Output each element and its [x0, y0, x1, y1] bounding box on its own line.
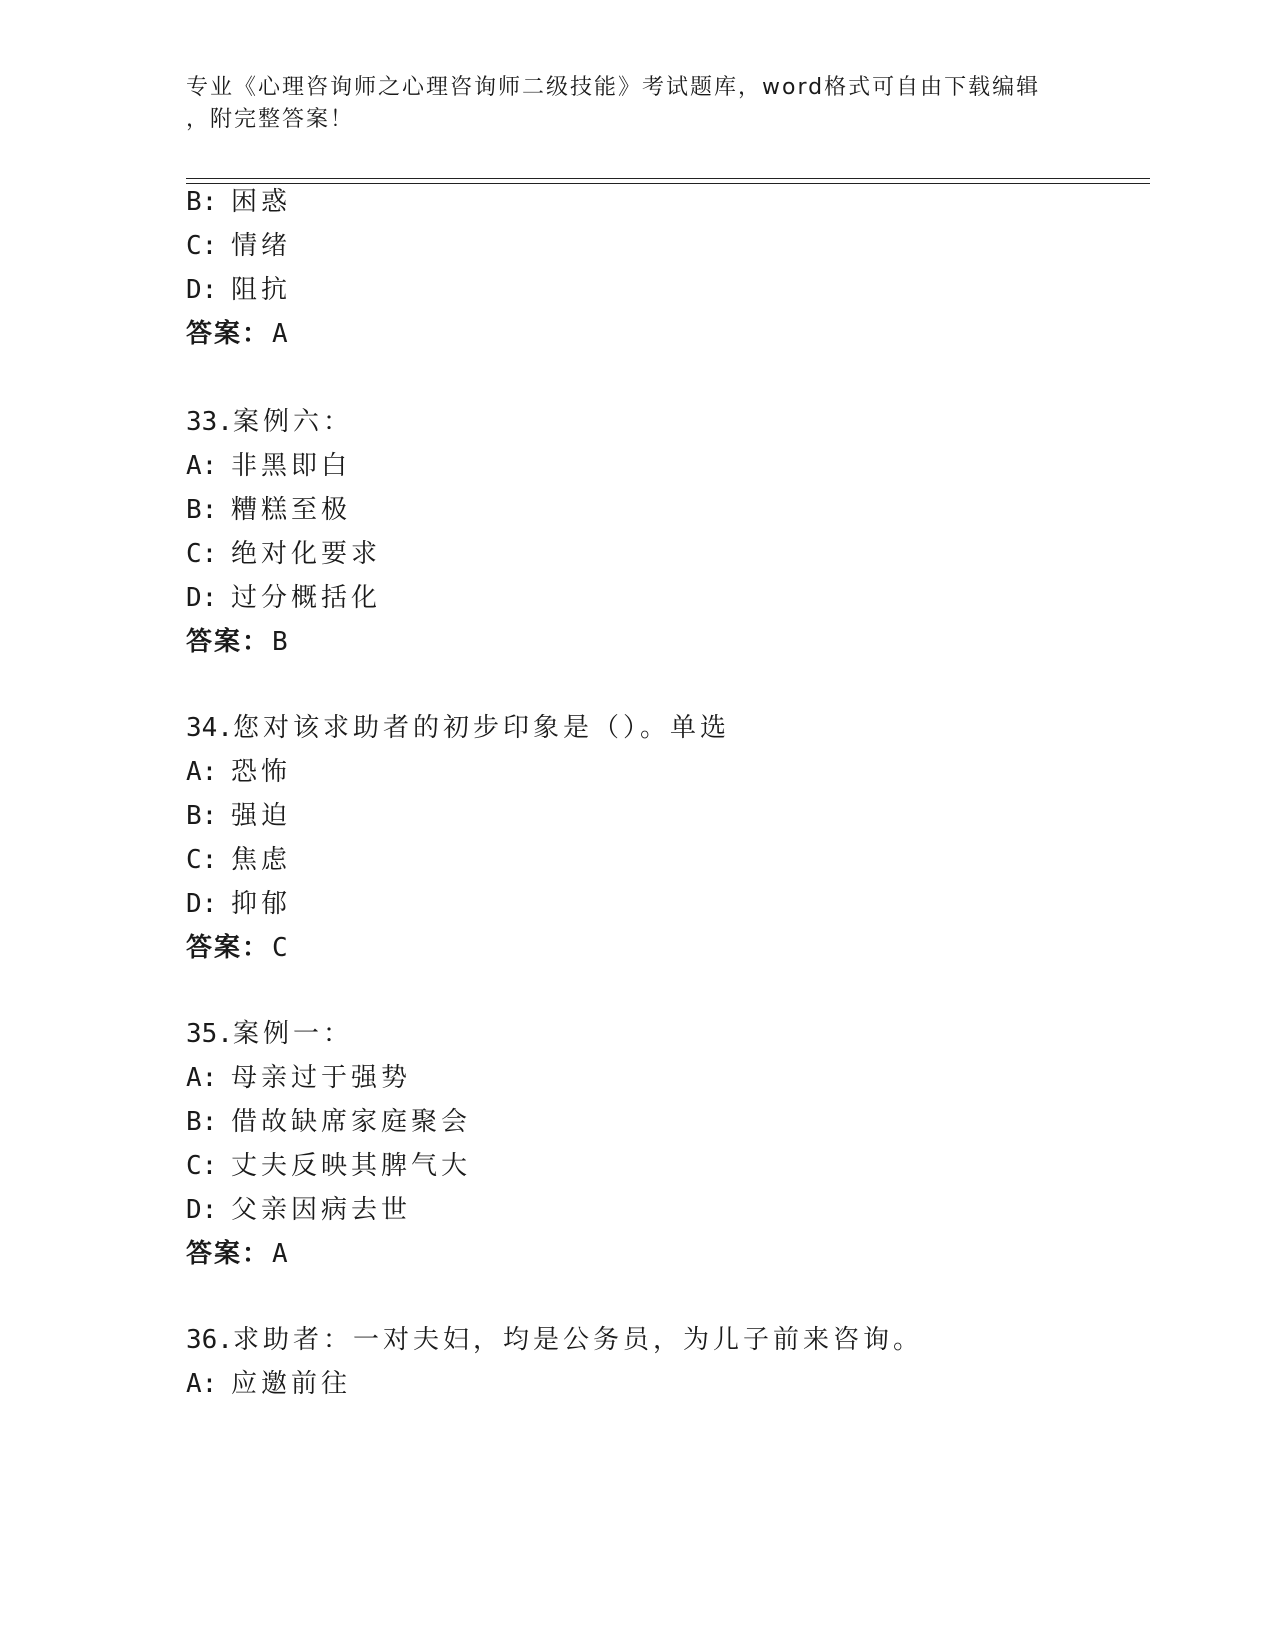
- answer-label: 答案：: [186, 1239, 271, 1269]
- option-text: 绝对化要求: [231, 539, 382, 569]
- answer-line: [186, 318, 290, 350]
- header-divider-top: [186, 178, 1150, 179]
- answer-label: 答案：: [186, 933, 271, 963]
- question-35: [186, 1018, 353, 1050]
- answer-value: C: [272, 933, 290, 963]
- option-c: C: 焦虑: [186, 845, 292, 875]
- question-text: 案例一：: [232, 1019, 353, 1049]
- option-text: 借故缺席家庭聚会: [231, 1107, 472, 1137]
- question-number: 33.: [186, 407, 233, 437]
- option-d: D: 抑郁: [186, 889, 292, 919]
- option-text: 情绪: [231, 231, 292, 261]
- answer-line: [186, 1238, 290, 1270]
- option-c: C: 丈夫反映其脾气大: [186, 1151, 472, 1181]
- question-34: [186, 712, 730, 744]
- option-a: A: 应邀前往: [186, 1369, 352, 1399]
- option-text: 焦虑: [231, 845, 292, 875]
- option-text: 丈夫反映其脾气大: [231, 1151, 472, 1181]
- answer-value: A: [272, 319, 290, 349]
- option-text: 阻抗: [231, 275, 292, 305]
- answer-value: B: [272, 627, 290, 657]
- option-text: 过分概括化: [231, 583, 382, 613]
- question-36: [186, 1324, 923, 1356]
- answer-line: [186, 626, 290, 658]
- option-text: 抑郁: [231, 889, 292, 919]
- question-text: 求助者：一对夫妇，均是公务员，为儿子前来咨询。: [232, 1325, 923, 1355]
- question-number: 34.: [186, 713, 233, 743]
- option-a: A: 母亲过于强势: [186, 1063, 412, 1093]
- option-a: A: 恐怖: [186, 757, 292, 787]
- option-text: 母亲过于强势: [231, 1063, 412, 1093]
- option-text: 父亲因病去世: [231, 1195, 412, 1225]
- header-title-line: 专业《心理咨询师之心理咨询师二级技能》考试题库，word格式可自由下载编辑: [186, 75, 1041, 100]
- option-d: D: 过分概括化: [186, 583, 382, 613]
- question-number: 35.: [186, 1019, 233, 1049]
- option-b: B: 困惑: [186, 187, 292, 217]
- option-text: 应邀前往: [231, 1369, 352, 1399]
- header-title-line-continued: ，附完整答案！: [186, 107, 355, 132]
- answer-line: [186, 932, 290, 964]
- answer-label: 答案：: [186, 627, 271, 657]
- question-text: 您对该求助者的初步印象是（）。单选: [232, 713, 730, 743]
- option-c: C: 情绪: [186, 231, 292, 261]
- option-b: B: 强迫: [186, 801, 292, 831]
- answer-value: A: [272, 1239, 290, 1269]
- option-d: D: 阻抗: [186, 275, 292, 305]
- question-text: 案例六：: [232, 407, 353, 437]
- option-text: 糟糕至极: [231, 495, 352, 525]
- answer-label: 答案：: [186, 319, 271, 349]
- option-c: C: 绝对化要求: [186, 539, 382, 569]
- option-text: 强迫: [231, 801, 292, 831]
- option-d: D: 父亲因病去世: [186, 1195, 412, 1225]
- option-text: 非黑即白: [231, 451, 352, 481]
- option-b: B: 借故缺席家庭聚会: [186, 1107, 472, 1137]
- option-b: B: 糟糕至极: [186, 495, 352, 525]
- question-number: 36.: [186, 1325, 233, 1355]
- option-text: 困惑: [231, 187, 292, 217]
- document-header: [186, 72, 1086, 136]
- header-divider-bottom: [186, 183, 1150, 184]
- option-text: 恐怖: [231, 757, 292, 787]
- question-33: [186, 406, 353, 438]
- option-a: A: 非黑即白: [186, 451, 352, 481]
